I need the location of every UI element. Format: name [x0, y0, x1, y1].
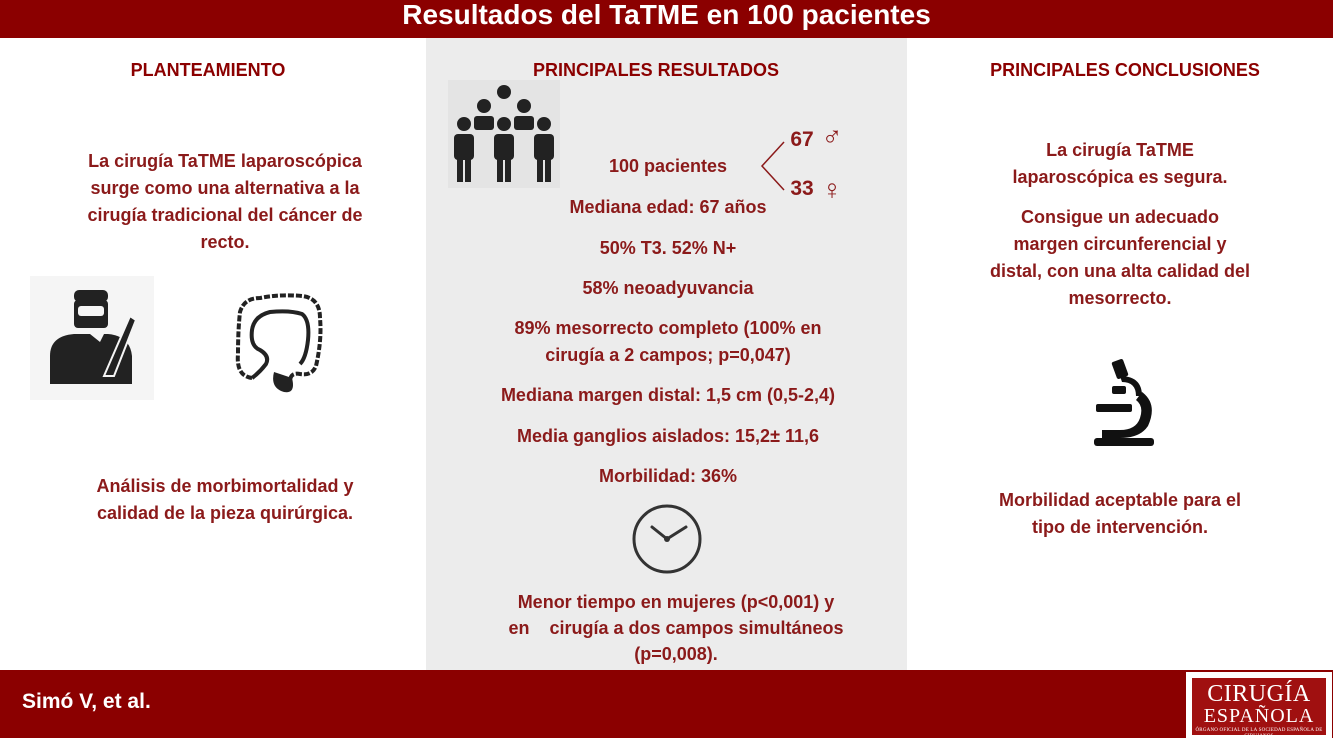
female-icon: ♀ — [821, 174, 843, 205]
result-line-nodes: Media ganglios aislados: 15,2± 11,6 — [516, 426, 819, 446]
left-paragraph-2 — [60, 473, 390, 527]
text-line: cirugía a 2 campos; p=0,047) — [545, 345, 791, 365]
text-line: cirugía tradicional del cáncer de — [87, 205, 363, 225]
result-time — [486, 589, 866, 667]
text-line: La cirugía TaTME — [1046, 140, 1194, 160]
right-column-title: PRINCIPALES CONCLUSIONES — [990, 60, 1260, 80]
result-line-mesorectum — [468, 315, 868, 369]
logo-line-1: CIRUGÍA — [1207, 681, 1311, 707]
text-line: Morbilidad aceptable para el — [998, 490, 1242, 510]
result-line-morbidity: Morbilidad: 36% — [598, 466, 737, 486]
footer-bar — [0, 670, 1333, 738]
female-count: 33 — [790, 177, 814, 200]
logo-line-3: ÓRGANO OFICIAL DE LA SOCIEDAD ESPAÑOLA DE CIRUJANOS — [1195, 728, 1323, 739]
text-line: mesorrecto. — [1068, 288, 1172, 308]
logo-line-2: ESPAÑOLA — [1203, 705, 1315, 727]
journal-logo-inner — [1192, 678, 1326, 739]
text-line: distal, con una alta calidad del — [989, 261, 1251, 281]
result-line-neoadjuvant: 58% neoadyuvancia — [582, 278, 754, 298]
result-line-age: Mediana edad: 67 años — [569, 197, 767, 217]
page-title: Resultados del TaTME en 100 pacientes — [402, 0, 931, 30]
left-paragraph-1 — [60, 148, 390, 256]
result-line-margin: Mediana margen distal: 1,5 cm (0,5-2,4) — [500, 385, 836, 405]
microscope-icon — [1090, 356, 1162, 448]
text-line: La cirugía TaTME laparoscópica — [88, 151, 362, 171]
left-column-title: PLANTEAMIENTO — [130, 60, 286, 80]
text-line: laparoscópica es segura. — [1012, 167, 1228, 187]
middle-column-title: PRINCIPALES RESULTADOS — [532, 60, 779, 80]
text-line: 89% mesorrecto completo (100% en — [514, 318, 822, 338]
patients-count: 100 pacientes — [608, 156, 728, 176]
journal-logo — [1186, 672, 1332, 738]
male-count: 67 — [790, 128, 814, 151]
text-line: surge como una alternativa a la — [90, 178, 360, 198]
author-credit: Simó V, et al. — [22, 690, 151, 713]
male-icon: ♂ — [821, 120, 843, 151]
result-line-stage: 50% T3. 52% N+ — [599, 238, 737, 258]
bracket-lines — [758, 138, 788, 194]
right-paragraph-2 — [960, 204, 1280, 312]
right-paragraph-1 — [970, 137, 1270, 191]
text-line: (p=0,008). — [634, 644, 718, 664]
text-line: calidad de la pieza quirúrgica. — [96, 503, 354, 523]
clock-icon — [630, 503, 704, 575]
text-line: Análisis de morbimortalidad y — [96, 476, 354, 496]
text-line: tipo de intervención. — [1031, 517, 1209, 537]
colon-icon — [230, 290, 330, 400]
text-line: Consigue un adecuado — [1020, 207, 1220, 227]
surgeon-icon — [30, 276, 154, 400]
text-line: recto. — [200, 232, 250, 252]
people-icon — [448, 80, 560, 188]
text-line: Menor tiempo en mujeres (p<0,001) y — [517, 592, 835, 612]
text-line: en cirugía a dos campos simultáneos — [508, 618, 844, 638]
infographic-header — [0, 0, 1333, 38]
text-line: margen circunferencial y — [1013, 234, 1227, 254]
right-paragraph-3 — [970, 487, 1270, 541]
